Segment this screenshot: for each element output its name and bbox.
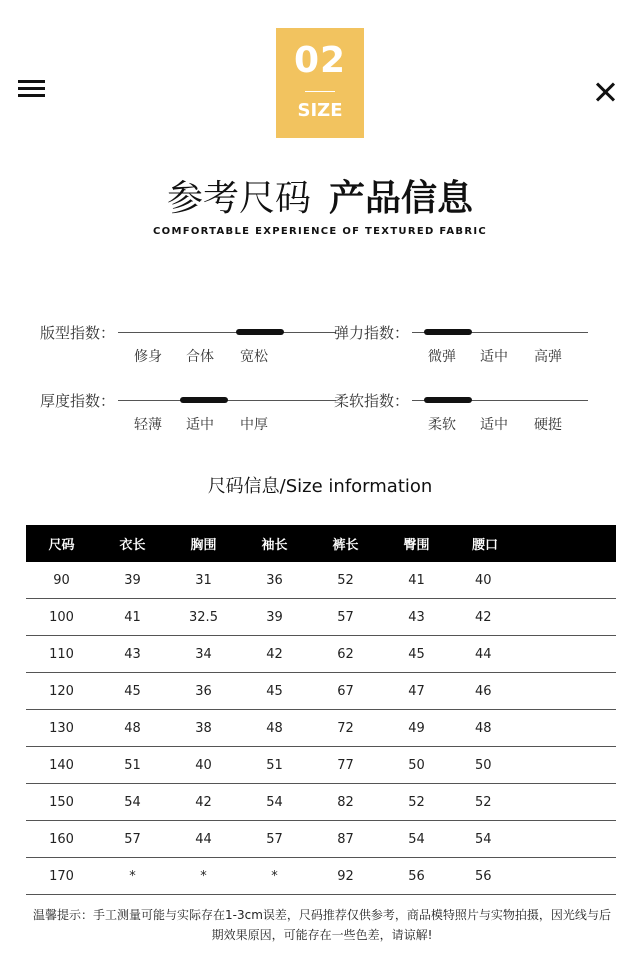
- table-header-row: [26, 525, 616, 562]
- table-cell: 170: [26, 858, 97, 895]
- badge-label: SIZE: [297, 100, 343, 121]
- table-row: [26, 784, 616, 821]
- col-header: 袖长: [239, 525, 310, 562]
- col-header: 衣长: [97, 525, 168, 562]
- table-cell-value: 40: [475, 572, 492, 588]
- index-option: 硬挺: [534, 417, 562, 433]
- table-cell-value: 48: [475, 720, 492, 736]
- table-cell-value: 56: [475, 868, 492, 884]
- col-header: [452, 525, 616, 562]
- table-row: [26, 599, 616, 636]
- table-cell: 34: [168, 636, 239, 673]
- table-cell: 32.5: [168, 599, 239, 636]
- col-header: 胸围: [168, 525, 239, 562]
- title-light: 参考尺码: [166, 178, 311, 219]
- table-cell: 42: [239, 636, 310, 673]
- table-cell-value: 44: [475, 646, 492, 662]
- table-cell: 51: [97, 747, 168, 784]
- table-cell: *: [239, 858, 310, 895]
- size-heading: 尺码信息/Size information: [207, 476, 433, 497]
- table-cell: 48: [239, 710, 310, 747]
- table-cell: 54: [239, 784, 310, 821]
- index-knob: [424, 397, 472, 403]
- table-cell: 150: [26, 784, 97, 821]
- table-row: [26, 858, 616, 895]
- table-row: [26, 710, 616, 747]
- table-cell: [452, 710, 616, 747]
- table-cell: 52: [310, 562, 381, 599]
- index-option: 高弹: [534, 349, 562, 365]
- table-cell: [452, 821, 616, 858]
- table-row: [26, 747, 616, 784]
- table-row: [26, 821, 616, 858]
- table-cell: 67: [310, 673, 381, 710]
- table-cell: 43: [97, 636, 168, 673]
- page-title: [0, 170, 640, 221]
- table-cell: 57: [97, 821, 168, 858]
- table-cell: 49: [381, 710, 452, 747]
- col-header-label: 腰口: [472, 538, 499, 553]
- table-row: [26, 562, 616, 599]
- table-cell: 72: [310, 710, 381, 747]
- menu-icon[interactable]: [18, 80, 46, 100]
- table-cell: 54: [97, 784, 168, 821]
- table-cell: 54: [381, 821, 452, 858]
- table-cell: 120: [26, 673, 97, 710]
- table-cell: [452, 562, 616, 599]
- table-row: [26, 673, 616, 710]
- table-cell-value: 50: [475, 757, 492, 773]
- index-option: 轻薄: [134, 417, 162, 433]
- table-cell: 41: [381, 562, 452, 599]
- table-cell: 52: [381, 784, 452, 821]
- table-cell: [452, 636, 616, 673]
- col-header: 臀围: [381, 525, 452, 562]
- title-bold: 产品信息: [329, 178, 474, 219]
- table-cell: 38: [168, 710, 239, 747]
- table-cell: 62: [310, 636, 381, 673]
- table-cell: 57: [239, 821, 310, 858]
- disclaimer-note: 温馨提示：手工测量可能与实际存在1-3cm误差，尺码推荐仅供参考，商品模特照片与实物拍摄，因光线与后期效果原因，可能存在一些色差，请谅解!: [33, 908, 611, 942]
- badge-number: 02: [293, 40, 347, 81]
- index-option: 适中: [480, 417, 508, 433]
- table-cell: 47: [381, 673, 452, 710]
- table-cell: 45: [97, 673, 168, 710]
- index-option: 微弹: [428, 349, 456, 365]
- table-cell: 39: [97, 562, 168, 599]
- table-cell: 43: [381, 599, 452, 636]
- table-cell: 41: [97, 599, 168, 636]
- index-knob: [180, 397, 228, 403]
- table-cell-value: 42: [475, 609, 492, 625]
- table-cell: 57: [310, 599, 381, 636]
- table-cell: [452, 599, 616, 636]
- table-cell: [452, 858, 616, 895]
- table-cell-value: 52: [475, 794, 492, 810]
- table-cell: *: [97, 858, 168, 895]
- table-cell: 100: [26, 599, 97, 636]
- col-header: 尺码: [26, 525, 97, 562]
- index-option: 修身: [134, 349, 162, 365]
- table-cell: 92: [310, 858, 381, 895]
- table-cell: [452, 747, 616, 784]
- table-cell: 48: [97, 710, 168, 747]
- table-cell: 39: [239, 599, 310, 636]
- table-cell: 82: [310, 784, 381, 821]
- index-name: 厚度指数：: [40, 392, 116, 410]
- badge-divider: [305, 91, 335, 92]
- table-cell: 31: [168, 562, 239, 599]
- table-cell: 90: [26, 562, 97, 599]
- index-option: 中厚: [240, 417, 268, 433]
- table-cell: [452, 784, 616, 821]
- index-option: 合体: [186, 349, 214, 365]
- index-knob: [236, 329, 284, 335]
- index-option: 柔软: [428, 417, 456, 433]
- index-knob: [424, 329, 472, 335]
- table-cell: 87: [310, 821, 381, 858]
- index-option: 适中: [186, 417, 214, 433]
- table-cell: 110: [26, 636, 97, 673]
- index-track: [118, 332, 336, 333]
- index-name: 柔软指数：: [334, 392, 410, 410]
- col-header: 裤长: [310, 525, 381, 562]
- table-cell: 77: [310, 747, 381, 784]
- index-option: 宽松: [240, 349, 268, 365]
- index-name: 版型指数：: [40, 324, 116, 342]
- table-cell: 50: [381, 747, 452, 784]
- table-cell: 40: [168, 747, 239, 784]
- index-name: 弹力指数：: [334, 324, 410, 342]
- page-subtitle: COMFORTABLE EXPERIENCE OF TEXTURED FABRIC: [153, 226, 487, 237]
- section-badge: [276, 28, 364, 138]
- size-table: [26, 525, 616, 895]
- index-option: 适中: [480, 349, 508, 365]
- table-cell: 130: [26, 710, 97, 747]
- table-cell: 44: [168, 821, 239, 858]
- table-cell: 51: [239, 747, 310, 784]
- table-cell: 140: [26, 747, 97, 784]
- table-cell: 36: [168, 673, 239, 710]
- table-cell: 45: [381, 636, 452, 673]
- table-cell: *: [168, 858, 239, 895]
- table-cell-value: 54: [475, 831, 492, 847]
- table-cell: 42: [168, 784, 239, 821]
- table-row: [26, 636, 616, 673]
- table-cell: 45: [239, 673, 310, 710]
- close-icon[interactable]: [592, 79, 618, 105]
- table-cell: [452, 673, 616, 710]
- table-cell: 36: [239, 562, 310, 599]
- table-cell: 56: [381, 858, 452, 895]
- table-cell: 160: [26, 821, 97, 858]
- table-cell-value: 46: [475, 683, 492, 699]
